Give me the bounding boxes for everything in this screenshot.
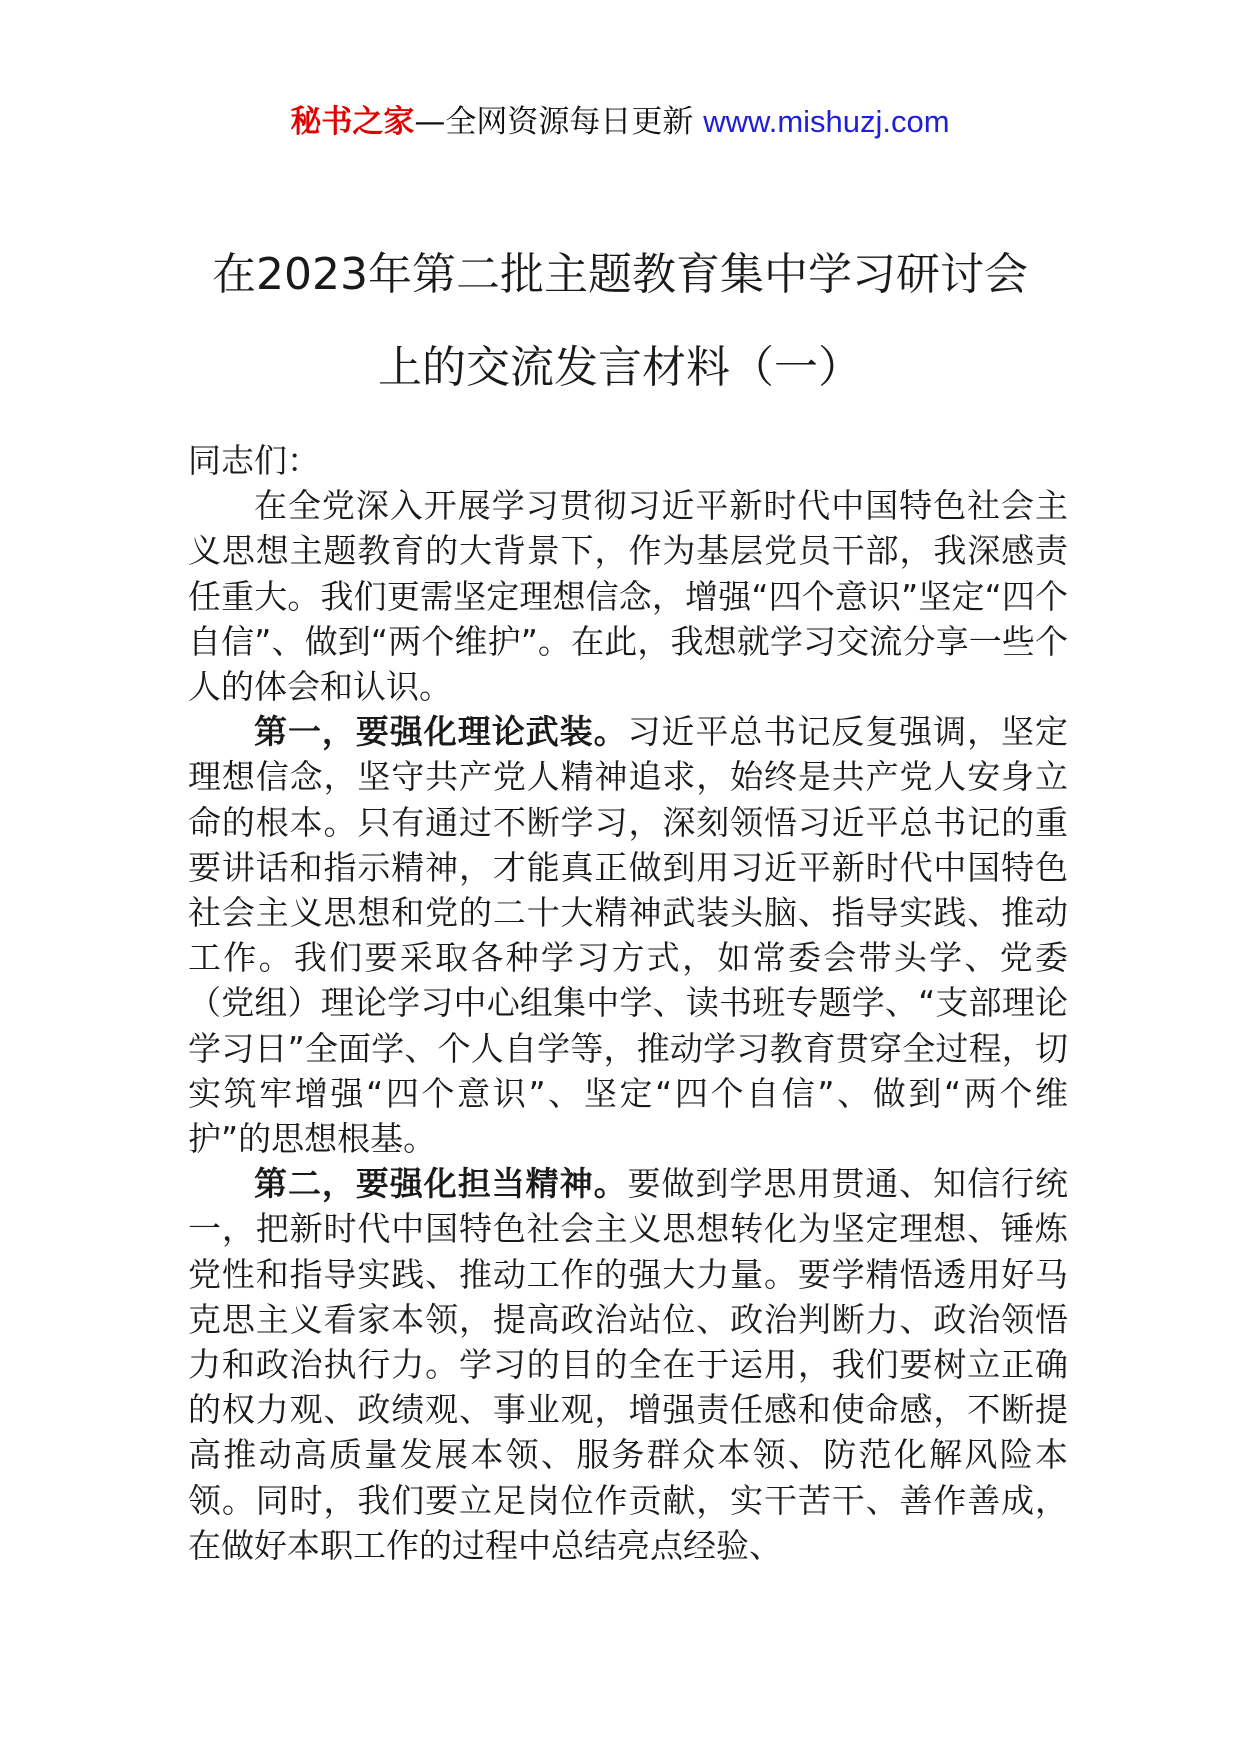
paragraph-text: 在全党深入开展学习贯彻习近平新时代中国特色社会主义思想主题教育的大背景下，作为基层党员干部，我深感责任重大。我们更需坚定理想信念，增强“四个意识”坚定“四个自信”、做到“两个维护”。在此，我想就学习交流分享一些个人的体会和认识。 xyxy=(188,486,1068,707)
title-line-1: 在2023年第二批主题教育集中学习研讨会 xyxy=(212,249,1028,300)
document-title xyxy=(100,228,1140,414)
paragraph-lead: 第二，要强化担当精神。 xyxy=(254,1164,628,1204)
paragraph-second-point xyxy=(188,1161,1068,1568)
paragraph-intro xyxy=(188,483,1068,709)
site-url-link[interactable]: www.mishuzj.com xyxy=(703,104,950,139)
brand-name: 秘书之家 xyxy=(290,104,415,140)
document-body xyxy=(188,438,1068,1568)
paragraph-lead: 第一，要强化理论武装。 xyxy=(254,712,628,752)
paragraph-text: 要做到学思用贯通、知信行统一，把新时代中国特色社会主义思想转化为坚定理想、锤炼党性和指导实践、推动工作的强大力量。要学精悟透用好马克思主义看家本领，提高政治站位、政治判断力、政治领悟力和政治执行力。学习的目的全在于运用，我们要树立正确的权力观、政绩观、事业观，增强责任感和使命感，不断提高推动高质量发展本领、服务群众本领、防范化解风险本领。同时，我们要立足岗位作贡献，实干苦干、善作善成，在做好本职工作的过程中总结亮点经验、 xyxy=(188,1164,1069,1565)
paragraph-text: 习近平总书记反复强调，坚定理想信念，坚守共产党人精神追求，始终是共产党人安身立命的根本。只有通过不断学习，深刻领悟习近平总书记的重要讲话和指示精神，才能真正做到用习近平新时代中国特色社会主义思想和党的二十大精神武装头脑、指导实践、推动工作。我们要采取各种学习方式，如常委会带头学、党委（党组）理论学习中心组集中学、读书班专题学、“支部理论学习日”全面学、个人自学等，推动学习教育贯穿全过程，切实筑牢增强“四个意识”、坚定“四个自信”、做到“两个维护”的思想根基。 xyxy=(188,712,1069,1159)
title-line-2: 上的交流发言材料（一） xyxy=(378,342,862,393)
paragraph-first-point xyxy=(188,709,1068,1161)
salutation: 同志们： xyxy=(188,441,320,480)
page-header xyxy=(0,100,1240,144)
header-tagline: —全网资源每日更新 xyxy=(414,104,694,140)
